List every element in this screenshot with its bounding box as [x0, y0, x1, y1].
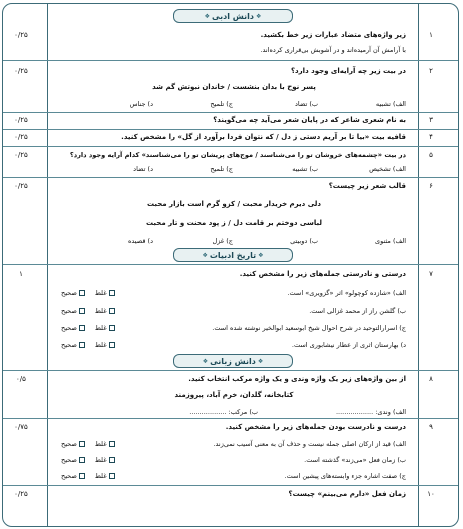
true-label: صحیح	[61, 307, 77, 315]
true-checkbox[interactable]	[79, 457, 85, 463]
question-score: ۱	[19, 270, 23, 278]
question-score: ۰/۲۵	[14, 151, 28, 159]
false-label: غلط	[94, 307, 107, 315]
option-d: د) جناس	[129, 100, 153, 108]
row-divider	[3, 370, 458, 371]
question-score: ۰/۷۵	[14, 423, 28, 431]
section-title: تاریخ ادبیات	[209, 250, 257, 260]
true-false-row	[61, 324, 115, 332]
false-checkbox[interactable]	[109, 441, 115, 447]
option-a: الف) تشخیص	[369, 165, 406, 173]
option-a: الف) تشبیه	[375, 100, 406, 108]
true-checkbox[interactable]	[79, 290, 85, 296]
statement: ب) زمان فعل «می‌زند» گذشته است.	[304, 456, 406, 464]
true-checkbox[interactable]	[79, 441, 85, 447]
row-divider	[3, 485, 458, 486]
true-false-row	[61, 456, 115, 464]
ornament-icon: ❖	[202, 357, 209, 365]
question-number: ۵	[429, 151, 433, 159]
statement: الف) «شازده کوچولو» اثر «گزویری» است.	[287, 289, 406, 297]
section-title: دانش زبانی	[210, 356, 256, 366]
false-checkbox[interactable]	[109, 473, 115, 479]
answer-derived: الف) وندی: ..................	[335, 408, 406, 416]
true-false-row	[61, 289, 115, 297]
true-false-row	[61, 341, 115, 349]
false-label: غلط	[94, 456, 107, 464]
row-divider	[3, 146, 458, 147]
question-number: ۷	[429, 270, 433, 278]
row-divider	[3, 60, 458, 61]
question-text: با آرامش آن آرمیده‌اند و در آشوبش بی‌قراری کرده‌اند.	[260, 46, 406, 54]
score-column-divider	[47, 4, 48, 526]
question-number: ۳	[429, 116, 433, 124]
option-c: ج) غزل	[212, 237, 233, 245]
question-score: ۰/۵	[16, 375, 26, 383]
question-number: ۱۰	[427, 490, 435, 498]
section-band-literary-knowledge	[173, 9, 293, 23]
false-checkbox[interactable]	[109, 290, 115, 296]
statement: ج) اسرارالتوحید در شرح احوال شیخ ابوسعید ابوالخیر نوشته شده است.	[212, 324, 406, 332]
statement: الف) قید از ارکان اصلی جمله نیست و حذف آن به معنی آسیب نمی‌زند.	[213, 440, 406, 448]
section-band-linguistic-knowledge	[173, 354, 293, 368]
false-label: غلط	[94, 289, 107, 297]
question-stem: درستی و نادرستی جمله‌های زیر را مشخص کنید.	[239, 270, 406, 278]
question-stem: به نام شعری شاعر که در پایان شعر می‌آید چه می‌گویند؟	[213, 116, 406, 124]
false-checkbox[interactable]	[109, 325, 115, 331]
false-label: غلط	[94, 324, 107, 332]
true-checkbox[interactable]	[79, 308, 85, 314]
option-a: الف) مثنوی	[375, 237, 406, 245]
ornament-icon: ❖	[204, 12, 211, 20]
false-checkbox[interactable]	[109, 342, 115, 348]
question-stem: قالب شعر زیر چیست؟	[328, 182, 406, 190]
true-label: صحیح	[61, 456, 77, 464]
verse-line-2: لباسی دوختم بر قامت دل / ز پود محنت و تار محبت	[146, 219, 322, 227]
true-label: صحیح	[61, 324, 77, 332]
row-divider	[3, 418, 458, 419]
question-number: ۸	[429, 375, 433, 383]
true-label: صحیح	[61, 289, 77, 297]
option-d: د) تضاد	[133, 165, 153, 173]
true-false-row	[61, 440, 115, 448]
true-checkbox[interactable]	[79, 473, 85, 479]
question-score: ۰/۲۵	[14, 182, 28, 190]
question-number: ۴	[429, 133, 433, 141]
question-number: ۲	[429, 67, 433, 75]
verse-line-1: دلی دیرم خریدار محبت / کزو گرم است بازار محبت	[146, 200, 322, 208]
row-divider	[3, 264, 458, 265]
true-false-row	[61, 307, 115, 315]
section-band-literary-history	[173, 248, 293, 262]
true-false-row	[61, 472, 115, 480]
false-label: غلط	[94, 341, 107, 349]
question-stem: درست و نادرست بودن جمله‌های زیر را مشخص کنید.	[225, 423, 406, 431]
option-d: د) قصیده	[127, 237, 153, 245]
question-score: ۰/۲۵	[14, 133, 28, 141]
question-number: ۶	[429, 182, 433, 190]
ornament-icon: ❖	[255, 12, 262, 20]
row-divider	[3, 177, 458, 178]
number-column-divider	[418, 4, 419, 526]
question-stem: از بین واژه‌های زیر یک واژه وندی و یک واژه مرکب انتخاب کنید.	[188, 375, 406, 383]
section-title: دانش ادبی	[212, 11, 254, 21]
question-number: ۹	[429, 423, 433, 431]
option-c: ج) تلمیح	[210, 100, 233, 108]
exam-sheet	[2, 3, 459, 527]
verse: پسر نوح با بدان بنشست / خاندان نبوتش گم شد	[152, 83, 316, 91]
true-checkbox[interactable]	[79, 325, 85, 331]
question-score: ۰/۲۵	[14, 67, 28, 75]
statement: ج) صفت اشاره جزء وابسته‌های پیشین است.	[284, 472, 406, 480]
ornament-icon: ❖	[257, 357, 264, 365]
false-checkbox[interactable]	[109, 308, 115, 314]
true-label: صحیح	[61, 341, 77, 349]
question-stem: در بیت زیر چه آرایه‌ای وجود دارد؟	[290, 67, 406, 75]
false-label: غلط	[94, 440, 107, 448]
question-stem: زمان فعل «دارم می‌بینم» چیست؟	[288, 490, 406, 498]
question-number: ۱	[429, 31, 433, 39]
row-divider	[3, 112, 458, 113]
answer-compound: ب) مرکب: ..................	[189, 408, 258, 416]
question-stem: زیر واژه‌های متضاد عبارات زیر خط بکشید.	[260, 31, 406, 39]
true-label: صحیح	[61, 472, 77, 480]
option-b: ب) تشبیه	[292, 165, 318, 173]
false-label: غلط	[94, 472, 107, 480]
true-checkbox[interactable]	[79, 342, 85, 348]
option-b: ب) دوبیتی	[290, 237, 318, 245]
question-stem: در بیت «چشمه‌های خروشان تو را می‌شناسند / موج‌های پریشان تو را می‌شناسند» کدام آرایه وجود دارد؟	[69, 151, 406, 159]
false-checkbox[interactable]	[109, 457, 115, 463]
question-score: ۰/۲۵	[14, 490, 28, 498]
statement: د) بهارستان اثری از عطار نیشابوری است.	[291, 341, 406, 349]
question-score: ۰/۲۵	[14, 116, 28, 124]
ornament-icon: ❖	[258, 251, 264, 259]
question-stem: قافیه بیت «بیا تا بر آریم دستی ز دل / که نتوان فردا برآورد از گل» را مشخص کنید.	[121, 133, 406, 141]
option-b: ب) تضاد	[294, 100, 318, 108]
option-c: ج) تلمیح	[210, 165, 233, 173]
question-score: ۰/۲۵	[14, 31, 28, 39]
ornament-icon: ❖	[202, 251, 208, 259]
true-label: صحیح	[61, 440, 77, 448]
statement: ب) گلشن راز از محمد غزالی است.	[309, 307, 406, 315]
row-divider	[3, 129, 458, 130]
word-list: کتابخانه، گلدان، خرم آباد، پیروزمند	[174, 391, 294, 399]
